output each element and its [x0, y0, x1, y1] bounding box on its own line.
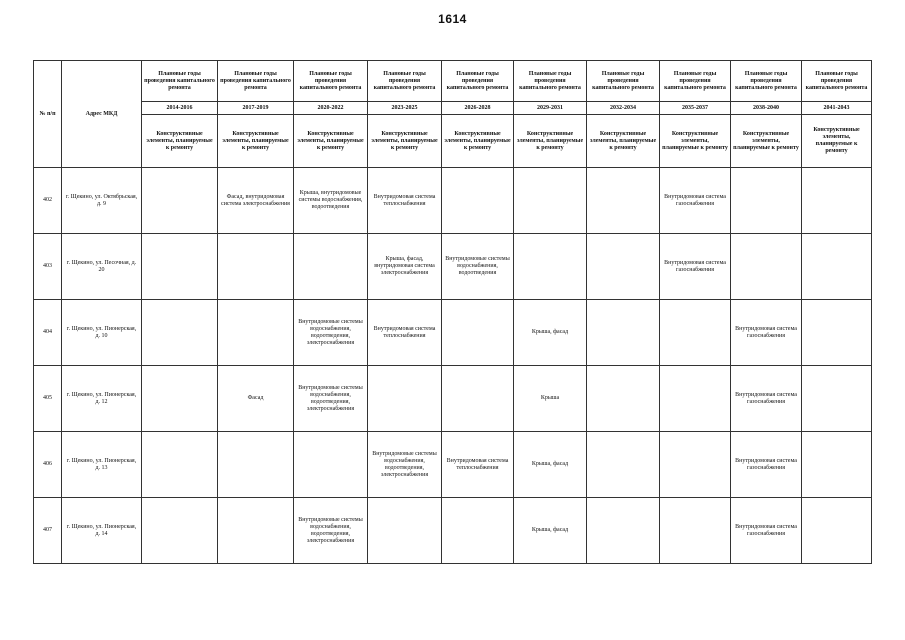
- planned-header: Плановые годы проведения капитального ремонта: [142, 61, 218, 102]
- row-cell: Внутридомовые системы водоснабжения, водоотведения, электроснабжения: [294, 366, 368, 432]
- table-body: [34, 168, 872, 564]
- row-cell: [514, 168, 587, 234]
- row-cell: [802, 300, 872, 366]
- row-number: 407: [34, 498, 62, 564]
- elements-header: Конструктивные элементы, планируемые к ремонту: [587, 115, 660, 168]
- row-cell: [802, 498, 872, 564]
- elements-header: Конструктивные элементы, планируемые к ремонту: [218, 115, 294, 168]
- years-header: 2017-2019: [218, 102, 294, 115]
- row-number: 402: [34, 168, 62, 234]
- elements-header: Конструктивные элементы, планируемые к ремонту: [142, 115, 218, 168]
- row-cell: Внутридомовая система газоснабжения: [731, 498, 802, 564]
- row-address: г. Щекино, ул. Пионерская, д. 10: [62, 300, 142, 366]
- planned-header: Плановые годы проведения капитального ремонта: [731, 61, 802, 102]
- row-cell: Крыша, фасад: [514, 300, 587, 366]
- planned-header: Плановые годы проведения капитального ремонта: [660, 61, 731, 102]
- table-row: [34, 498, 872, 564]
- row-cell: [802, 432, 872, 498]
- row-cell: Внутридомовая система газоснабжения: [731, 300, 802, 366]
- row-cell: [368, 366, 442, 432]
- years-header: 2029-2031: [514, 102, 587, 115]
- planned-header: Плановые годы проведения капитального ремонта: [368, 61, 442, 102]
- row-cell: Внутридомовая система теплоснабжения: [442, 432, 514, 498]
- table-row: [34, 366, 872, 432]
- elements-header: Конструктивные элементы, планируемые к ремонту: [442, 115, 514, 168]
- row-cell: [142, 234, 218, 300]
- row-cell: [442, 300, 514, 366]
- row-cell: Крыша, фасад: [514, 498, 587, 564]
- elements-header: Конструктивные элементы, планируемые к ремонту: [294, 115, 368, 168]
- row-cell: [142, 366, 218, 432]
- planned-header: Плановые годы проведения капитального ремонта: [802, 61, 872, 102]
- planned-header: Плановые годы проведения капитального ремонта: [294, 61, 368, 102]
- planned-header: Плановые годы проведения капитального ремонта: [218, 61, 294, 102]
- row-cell: [218, 300, 294, 366]
- row-cell: [587, 498, 660, 564]
- row-number: 405: [34, 366, 62, 432]
- row-cell: Внутридомовая система газоснабжения: [731, 432, 802, 498]
- row-cell: Внутридомовая система теплоснабжения: [368, 300, 442, 366]
- row-cell: [142, 498, 218, 564]
- years-header: 2023-2025: [368, 102, 442, 115]
- row-cell: [368, 498, 442, 564]
- planned-header: Плановые годы проведения капитального ремонта: [514, 61, 587, 102]
- years-header: 2014-2016: [142, 102, 218, 115]
- row-cell: [442, 366, 514, 432]
- row-cell: [731, 234, 802, 300]
- row-cell: [660, 366, 731, 432]
- row-cell: [218, 432, 294, 498]
- row-cell: Внутридомовые системы водоснабжения, водоотведения, электроснабжения: [294, 498, 368, 564]
- row-cell: Крыша, внутридомовые системы водоснабжения, водоотведения: [294, 168, 368, 234]
- table-row: [34, 432, 872, 498]
- elements-header: Конструктивные элементы, планируемые к ремонту: [731, 115, 802, 168]
- num-header: № п/п: [34, 61, 62, 168]
- row-cell: [660, 498, 731, 564]
- planned-header: Плановые годы проведения капитального ремонта: [587, 61, 660, 102]
- row-cell: [587, 168, 660, 234]
- row-cell: [660, 432, 731, 498]
- page-number: 1614: [438, 12, 467, 26]
- row-cell: [731, 168, 802, 234]
- table-row: [34, 300, 872, 366]
- row-number: 404: [34, 300, 62, 366]
- elements-header: Конструктивные элементы, планируемые к ремонту: [514, 115, 587, 168]
- row-cell: Крыша: [514, 366, 587, 432]
- elements-header: Конструктивные элементы, планируемые к ремонту: [368, 115, 442, 168]
- table-header: [34, 61, 872, 168]
- planned-header: Плановые годы проведения капитального ремонта: [442, 61, 514, 102]
- row-cell: Внутридомовая система газоснабжения: [660, 234, 731, 300]
- row-cell: Внутридомовая система газоснабжения: [731, 366, 802, 432]
- row-address: г. Щекино, ул. Пионерская, д. 14: [62, 498, 142, 564]
- row-cell: [587, 366, 660, 432]
- row-address: г. Щекино, ул. Октябрьская, д. 9: [62, 168, 142, 234]
- row-address: г. Щекино, ул. Песочная, д. 20: [62, 234, 142, 300]
- row-cell: Крыша, фасад, внутридомовая система электроснабжения: [368, 234, 442, 300]
- row-cell: [587, 234, 660, 300]
- row-cell: [802, 168, 872, 234]
- years-header: 2038-2040: [731, 102, 802, 115]
- row-cell: [294, 432, 368, 498]
- row-cell: [802, 366, 872, 432]
- row-cell: [142, 432, 218, 498]
- elements-header: Конструктивные элементы, планируемые к ремонту: [802, 115, 872, 168]
- row-cell: [514, 234, 587, 300]
- years-header: 2035-2037: [660, 102, 731, 115]
- row-cell: Внутридомовые системы водоснабжения, водоотведения, электроснабжения: [368, 432, 442, 498]
- row-cell: Внутридомовые системы водоснабжения, водоотведения, электроснабжения: [294, 300, 368, 366]
- row-address: г. Щекино, ул. Пионерская, д. 13: [62, 432, 142, 498]
- row-cell: [587, 432, 660, 498]
- row-cell: [442, 168, 514, 234]
- row-cell: [142, 168, 218, 234]
- row-cell: [587, 300, 660, 366]
- row-cell: [142, 300, 218, 366]
- row-cell: Внутридомовая система газоснабжения: [660, 168, 731, 234]
- row-cell: Фасад: [218, 366, 294, 432]
- row-cell: Внутридомовые системы водоснабжения, водоотведения: [442, 234, 514, 300]
- row-cell: Крыша, фасад: [514, 432, 587, 498]
- table-row: [34, 234, 872, 300]
- row-cell: [660, 300, 731, 366]
- repair-schedule-table: [33, 60, 872, 564]
- row-cell: Внутридомовая система теплоснабжения: [368, 168, 442, 234]
- years-header: 2032-2034: [587, 102, 660, 115]
- elements-header: Конструктивные элементы, планируемые к ремонту: [660, 115, 731, 168]
- years-header: 2041-2043: [802, 102, 872, 115]
- row-cell: [218, 498, 294, 564]
- row-cell: [294, 234, 368, 300]
- row-number: 406: [34, 432, 62, 498]
- row-cell: [218, 234, 294, 300]
- row-cell: [802, 234, 872, 300]
- row-cell: [442, 498, 514, 564]
- row-address: г. Щекино, ул. Пионерская, д. 12: [62, 366, 142, 432]
- years-header: 2020-2022: [294, 102, 368, 115]
- row-number: 403: [34, 234, 62, 300]
- table-row: [34, 168, 872, 234]
- row-cell: Фасад, внутридомовая система электроснабжения: [218, 168, 294, 234]
- address-header: Адрес МКД: [62, 61, 142, 168]
- years-header: 2026-2028: [442, 102, 514, 115]
